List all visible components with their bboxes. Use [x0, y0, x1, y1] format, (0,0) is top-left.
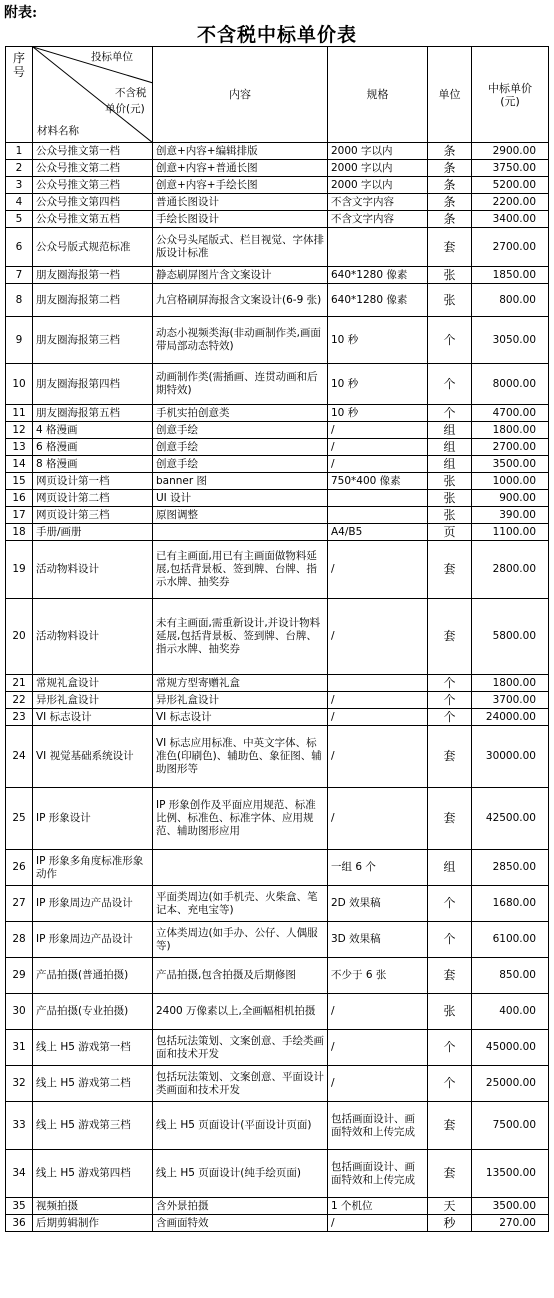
item-name: 线上 H5 游戏第三档 [33, 1102, 153, 1150]
table-row [6, 228, 549, 267]
item-name: 公众号推文第五档 [33, 211, 153, 228]
table-row [6, 177, 549, 194]
row-number: 5 [6, 211, 33, 228]
table-row [6, 524, 549, 541]
table-row [6, 541, 549, 599]
item-price: 400.00 [472, 994, 549, 1030]
item-spec: / [328, 599, 428, 675]
item-content: 九宫格刷屏海报含文案设计(6-9 张) [153, 284, 328, 317]
item-spec: 不含文字内容 [328, 211, 428, 228]
item-spec: 不少于 6 张 [328, 958, 428, 994]
item-name: 网页设计第二档 [33, 490, 153, 507]
row-number: 20 [6, 599, 33, 675]
header-tax-excluded: 不含税 [115, 87, 147, 99]
item-unit: 张 [428, 994, 472, 1030]
item-name: 线上 H5 游戏第一档 [33, 1030, 153, 1066]
table-row [6, 507, 549, 524]
item-spec [328, 507, 428, 524]
item-name: 线上 H5 游戏第二档 [33, 1066, 153, 1102]
item-content: 原图调整 [153, 507, 328, 524]
item-spec: 2D 效果稿 [328, 886, 428, 922]
item-unit: 张 [428, 284, 472, 317]
item-price: 3500.00 [472, 456, 549, 473]
item-spec: / [328, 439, 428, 456]
item-price: 30000.00 [472, 726, 549, 788]
item-spec [328, 675, 428, 692]
header-unit: 单位 [428, 47, 472, 143]
item-name: 朋友圈海报第五档 [33, 405, 153, 422]
item-spec: 640*1280 像素 [328, 284, 428, 317]
item-content: 创意手绘 [153, 439, 328, 456]
header-spec: 规格 [328, 47, 428, 143]
item-spec: 包括画面设计、画面特效和上传完成 [328, 1102, 428, 1150]
item-spec: 包括画面设计、画面特效和上传完成 [328, 1150, 428, 1198]
item-unit: 套 [428, 958, 472, 994]
item-content: 创意+内容+普通长图 [153, 160, 328, 177]
item-spec: / [328, 994, 428, 1030]
item-spec: 2000 字以内 [328, 143, 428, 160]
item-price: 390.00 [472, 507, 549, 524]
table-row [6, 675, 549, 692]
item-name: 产品拍摄(普通拍摄) [33, 958, 153, 994]
item-name: 公众号推文第一档 [33, 143, 153, 160]
item-price: 2900.00 [472, 143, 549, 160]
item-unit: 个 [428, 675, 472, 692]
item-price: 270.00 [472, 1215, 549, 1232]
item-name: 活动物料设计 [33, 599, 153, 675]
item-name: 朋友圈海报第四档 [33, 364, 153, 405]
item-spec: / [328, 788, 428, 850]
item-name: 产品拍摄(专业拍摄) [33, 994, 153, 1030]
item-price: 6100.00 [472, 922, 549, 958]
item-spec: 10 秒 [328, 317, 428, 364]
row-number: 15 [6, 473, 33, 490]
item-content: banner 图 [153, 473, 328, 490]
item-unit: 套 [428, 1150, 472, 1198]
item-spec: 3D 效果稿 [328, 922, 428, 958]
header-seq [6, 47, 33, 143]
item-name: 朋友圈海报第三档 [33, 317, 153, 364]
row-number: 13 [6, 439, 33, 456]
item-unit: 组 [428, 456, 472, 473]
item-spec: / [328, 692, 428, 709]
item-price: 7500.00 [472, 1102, 549, 1150]
item-spec: 750*400 像素 [328, 473, 428, 490]
table-row [6, 473, 549, 490]
table-row [6, 886, 549, 922]
item-name: 异形礼盒设计 [33, 692, 153, 709]
item-content: 立体类周边(如手办、公仔、人偶服等) [153, 922, 328, 958]
table-row [6, 1150, 549, 1198]
item-price: 25000.00 [472, 1066, 549, 1102]
item-spec: 2000 字以内 [328, 177, 428, 194]
item-price: 1100.00 [472, 524, 549, 541]
row-number: 27 [6, 886, 33, 922]
row-number: 22 [6, 692, 33, 709]
header-price-line1: 中标单价 [488, 81, 532, 95]
table-row [6, 267, 549, 284]
item-unit: 张 [428, 267, 472, 284]
item-content [153, 524, 328, 541]
header-material-name: 材料名称 [37, 125, 79, 137]
item-name: 朋友圈海报第二档 [33, 284, 153, 317]
item-unit: 条 [428, 143, 472, 160]
item-spec: / [328, 1215, 428, 1232]
item-spec: A4/B5 [328, 524, 428, 541]
row-number: 25 [6, 788, 33, 850]
item-unit: 条 [428, 211, 472, 228]
item-price: 1000.00 [472, 473, 549, 490]
item-name: IP 形象周边产品设计 [33, 922, 153, 958]
item-unit: 套 [428, 228, 472, 267]
item-spec: / [328, 1030, 428, 1066]
item-content: 创意手绘 [153, 422, 328, 439]
item-price: 13500.00 [472, 1150, 549, 1198]
table-row [6, 194, 549, 211]
item-content: 线上 H5 页面设计(纯手绘页面) [153, 1150, 328, 1198]
item-price: 1850.00 [472, 267, 549, 284]
item-name: 公众号推文第三档 [33, 177, 153, 194]
row-number: 12 [6, 422, 33, 439]
item-price: 2850.00 [472, 850, 549, 886]
table-row [6, 490, 549, 507]
item-price: 45000.00 [472, 1030, 549, 1066]
item-spec: 不含文字内容 [328, 194, 428, 211]
item-unit: 条 [428, 160, 472, 177]
item-spec: / [328, 726, 428, 788]
item-content: 包括玩法策划、文案创意、手绘类画面和技术开发 [153, 1030, 328, 1066]
item-name: 公众号版式规范标准 [33, 228, 153, 267]
item-content: 含外景拍摄 [153, 1198, 328, 1215]
item-content: 包括玩法策划、文案创意、平面设计类画面和技术开发 [153, 1066, 328, 1102]
item-content: VI 标志应用标准、中英文字体、标准色(印刷色)、辅助色、象征图、辅助图形等 [153, 726, 328, 788]
item-unit: 个 [428, 364, 472, 405]
item-name: 网页设计第一档 [33, 473, 153, 490]
item-unit: 个 [428, 922, 472, 958]
item-content: IP 形象创作及平面应用规范、标准比例、标准色、标准字体、应用规范、辅助图形应用 [153, 788, 328, 850]
item-price: 900.00 [472, 490, 549, 507]
row-number: 26 [6, 850, 33, 886]
item-content: 创意+内容+手绘长图 [153, 177, 328, 194]
item-content: 产品拍摄,包含拍摄及后期修图 [153, 958, 328, 994]
row-number: 36 [6, 1215, 33, 1232]
item-content: VI 标志设计 [153, 709, 328, 726]
row-number: 28 [6, 922, 33, 958]
item-content: 常规方型寄赠礼盒 [153, 675, 328, 692]
item-content: 创意+内容+编辑排版 [153, 143, 328, 160]
item-content: 动态小视频类海(非动画制作类,画面带局部动态特效) [153, 317, 328, 364]
table-row [6, 1215, 549, 1232]
item-unit: 套 [428, 599, 472, 675]
item-price: 2200.00 [472, 194, 549, 211]
table-row [6, 439, 549, 456]
table-row [6, 422, 549, 439]
row-number: 3 [6, 177, 33, 194]
row-number: 23 [6, 709, 33, 726]
row-number: 24 [6, 726, 33, 788]
item-name: 公众号推文第四档 [33, 194, 153, 211]
table-row [6, 692, 549, 709]
row-number: 8 [6, 284, 33, 317]
row-number: 2 [6, 160, 33, 177]
item-spec: / [328, 456, 428, 473]
table-body [6, 143, 549, 1232]
item-name: 公众号推文第二档 [33, 160, 153, 177]
item-name: VI 视觉基础系统设计 [33, 726, 153, 788]
table-row [6, 364, 549, 405]
item-price: 2700.00 [472, 439, 549, 456]
header-unit-price: 单价(元) [105, 103, 145, 115]
item-content: 平面类周边(如手机壳、火柴盒、笔记本、充电宝等) [153, 886, 328, 922]
page-title: 不含税中标单价表 [196, 24, 357, 46]
item-price: 8000.00 [472, 364, 549, 405]
item-content: 含画面特效 [153, 1215, 328, 1232]
row-number: 10 [6, 364, 33, 405]
item-price: 800.00 [472, 284, 549, 317]
item-name: 朋友圈海报第一档 [33, 267, 153, 284]
item-unit: 个 [428, 692, 472, 709]
header-seq-text: 序号 [12, 51, 25, 79]
item-price: 5800.00 [472, 599, 549, 675]
row-number: 35 [6, 1198, 33, 1215]
item-unit: 套 [428, 788, 472, 850]
header-diagonal [33, 47, 153, 143]
row-number: 7 [6, 267, 33, 284]
item-price: 3700.00 [472, 692, 549, 709]
item-unit: 套 [428, 541, 472, 599]
row-number: 16 [6, 490, 33, 507]
item-spec: / [328, 1066, 428, 1102]
row-number: 18 [6, 524, 33, 541]
item-price: 5200.00 [472, 177, 549, 194]
item-unit: 个 [428, 405, 472, 422]
item-content: 手绘长图设计 [153, 211, 328, 228]
table-row [6, 599, 549, 675]
item-name: 后期剪辑制作 [33, 1215, 153, 1232]
item-name: IP 形象周边产品设计 [33, 886, 153, 922]
item-spec: 1 个机位 [328, 1198, 428, 1215]
item-price: 1800.00 [472, 675, 549, 692]
row-number: 9 [6, 317, 33, 364]
item-name: IP 形象多角度标准形象动作 [33, 850, 153, 886]
row-number: 30 [6, 994, 33, 1030]
table-row [6, 405, 549, 422]
item-unit: 条 [428, 177, 472, 194]
item-unit: 个 [428, 317, 472, 364]
item-unit: 套 [428, 726, 472, 788]
table-row [6, 994, 549, 1030]
item-price: 24000.00 [472, 709, 549, 726]
item-unit: 张 [428, 507, 472, 524]
item-content: 手机实拍创意类 [153, 405, 328, 422]
item-unit: 套 [428, 1102, 472, 1150]
table-row [6, 143, 549, 160]
item-spec [328, 228, 428, 267]
header-content: 内容 [153, 47, 328, 143]
row-number: 29 [6, 958, 33, 994]
item-price: 3500.00 [472, 1198, 549, 1215]
item-content: 2400 万像素以上,全画幅相机拍摄 [153, 994, 328, 1030]
item-content: 普通长图设计 [153, 194, 328, 211]
table-row [6, 211, 549, 228]
row-number: 34 [6, 1150, 33, 1198]
item-price: 4700.00 [472, 405, 549, 422]
item-name: 网页设计第三档 [33, 507, 153, 524]
item-spec: / [328, 422, 428, 439]
item-name: 活动物料设计 [33, 541, 153, 599]
item-unit: 张 [428, 473, 472, 490]
item-unit: 组 [428, 439, 472, 456]
table-row [6, 1030, 549, 1066]
item-price: 3400.00 [472, 211, 549, 228]
item-content: 线上 H5 页面设计(平面设计页面) [153, 1102, 328, 1150]
table-row [6, 284, 549, 317]
item-unit: 组 [428, 850, 472, 886]
table-row [6, 1102, 549, 1150]
row-number: 19 [6, 541, 33, 599]
row-number: 33 [6, 1102, 33, 1150]
item-content: 静态刷屏图片含文案设计 [153, 267, 328, 284]
item-name: 视频拍摄 [33, 1198, 153, 1215]
item-spec: 10 秒 [328, 405, 428, 422]
table-row [6, 709, 549, 726]
item-unit: 个 [428, 886, 472, 922]
table-row [6, 958, 549, 994]
item-unit: 个 [428, 1066, 472, 1102]
item-price: 1800.00 [472, 422, 549, 439]
item-price: 42500.00 [472, 788, 549, 850]
row-number: 1 [6, 143, 33, 160]
row-number: 32 [6, 1066, 33, 1102]
item-spec [328, 490, 428, 507]
item-content: 已有主画面,用已有主画面做物料延展,包括背景板、签到牌、台牌、指示水牌、抽奖券 [153, 541, 328, 599]
row-number: 14 [6, 456, 33, 473]
item-price: 3750.00 [472, 160, 549, 177]
item-spec: / [328, 709, 428, 726]
item-price: 1680.00 [472, 886, 549, 922]
header-price [472, 47, 549, 143]
table-row [6, 160, 549, 177]
item-unit: 秒 [428, 1215, 472, 1232]
row-number: 4 [6, 194, 33, 211]
item-unit: 天 [428, 1198, 472, 1215]
price-table [5, 46, 549, 1232]
header-price-line2: (元) [500, 94, 520, 108]
table-row [6, 850, 549, 886]
item-spec: / [328, 541, 428, 599]
item-unit: 页 [428, 524, 472, 541]
item-unit: 组 [428, 422, 472, 439]
item-content: 动画制作类(需插画、连贯动画和后期特效) [153, 364, 328, 405]
item-unit: 个 [428, 1030, 472, 1066]
item-unit: 张 [428, 490, 472, 507]
table-row [6, 788, 549, 850]
item-unit: 条 [428, 194, 472, 211]
table-row [6, 456, 549, 473]
item-content: 异形礼盒设计 [153, 692, 328, 709]
row-number: 17 [6, 507, 33, 524]
item-name: 6 格漫画 [33, 439, 153, 456]
item-spec: 640*1280 像素 [328, 267, 428, 284]
item-spec: 2000 字以内 [328, 160, 428, 177]
item-name: 8 格漫画 [33, 456, 153, 473]
table-row [6, 1066, 549, 1102]
item-name: 手册/画册 [33, 524, 153, 541]
row-number: 31 [6, 1030, 33, 1066]
annex-label: 附表: [4, 5, 38, 21]
item-unit: 个 [428, 709, 472, 726]
header-row [6, 47, 549, 143]
item-price: 3050.00 [472, 317, 549, 364]
item-content: 创意手绘 [153, 456, 328, 473]
item-spec: 10 秒 [328, 364, 428, 405]
row-number: 21 [6, 675, 33, 692]
item-name: IP 形象设计 [33, 788, 153, 850]
item-content: 公众号头尾版式、栏目视觉、字体排版设计标准 [153, 228, 328, 267]
item-name: 线上 H5 游戏第四档 [33, 1150, 153, 1198]
item-content: UI 设计 [153, 490, 328, 507]
row-number: 11 [6, 405, 33, 422]
item-name: 常规礼盒设计 [33, 675, 153, 692]
item-content [153, 850, 328, 886]
table-row [6, 1198, 549, 1215]
item-name: 4 格漫画 [33, 422, 153, 439]
item-content: 未有主画面,需重新设计,并设计物料延展,包括背景板、签到牌、台牌、指示水牌、抽奖券 [153, 599, 328, 675]
item-price: 850.00 [472, 958, 549, 994]
table-row [6, 317, 549, 364]
table-row [6, 922, 549, 958]
item-price: 2800.00 [472, 541, 549, 599]
header-bidder: 投标单位 [91, 51, 133, 63]
item-name: VI 标志设计 [33, 709, 153, 726]
item-spec: 一组 6 个 [328, 850, 428, 886]
row-number: 6 [6, 228, 33, 267]
table-row [6, 726, 549, 788]
item-price: 2700.00 [472, 228, 549, 267]
